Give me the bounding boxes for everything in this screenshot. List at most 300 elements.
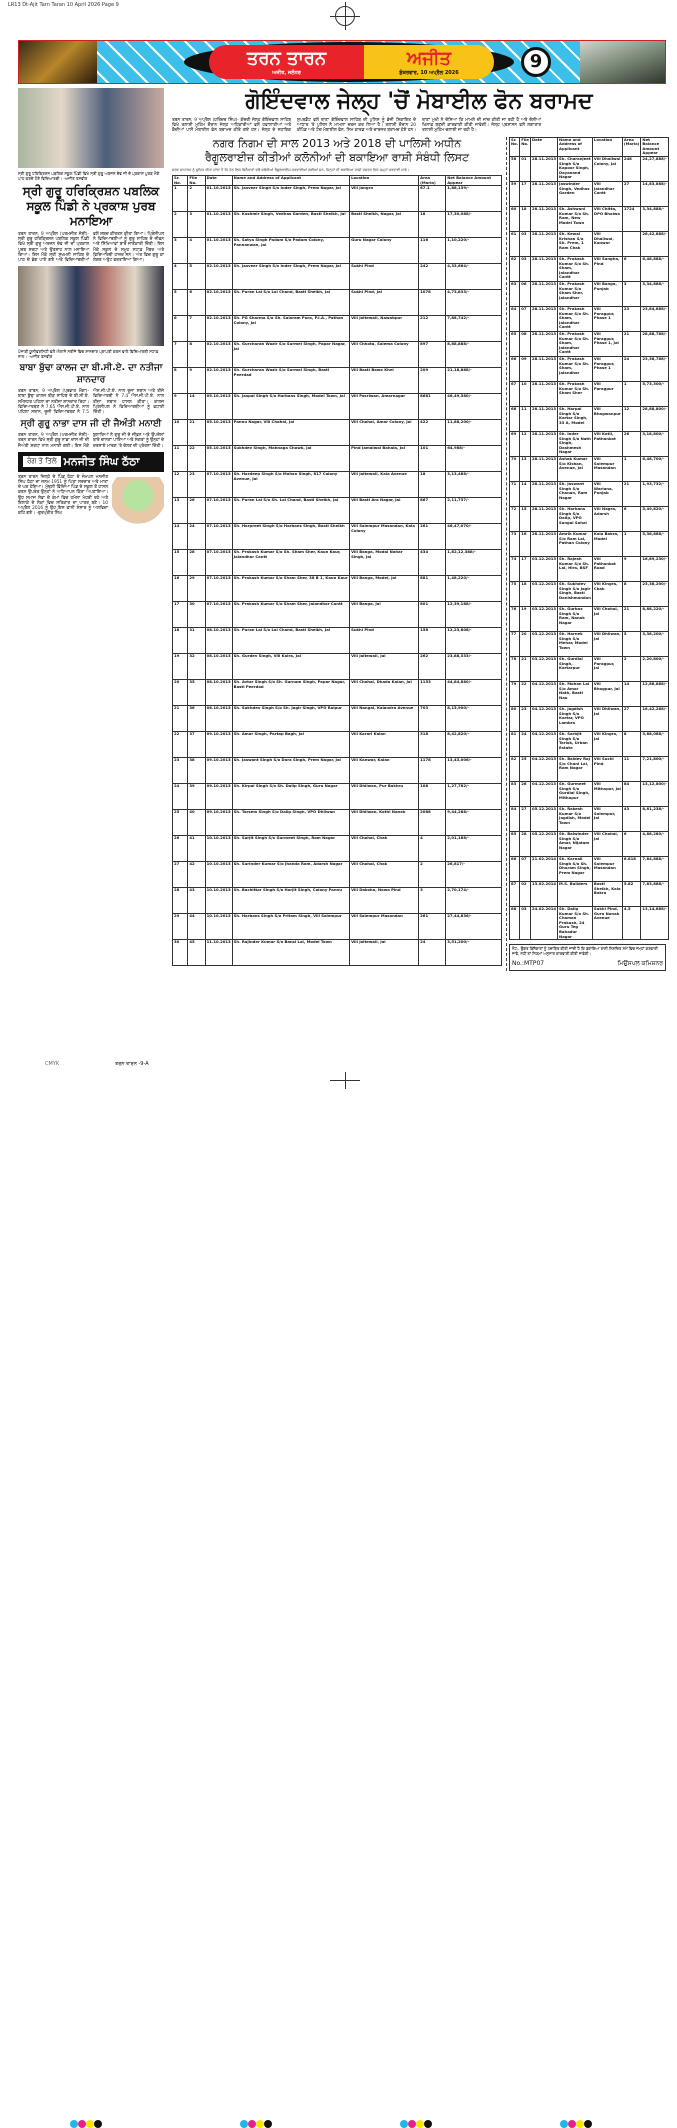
table-cell: Vill Dhaliwal Colony, Jal <box>592 156 622 181</box>
table-row <box>510 156 669 181</box>
cyan-dot <box>240 2120 248 2128</box>
table-cell: Vill Dhilwan, Pur Bakhru <box>350 784 419 810</box>
table-cell: Sh. Hardeep Singh S/o Mohan Singh, 817 Colony Avenue, Jal <box>232 472 349 498</box>
table-cell: 07.10.2013 <box>205 498 232 524</box>
table-cell: Vill Kingra, Chak <box>592 581 622 606</box>
column-header: Location <box>350 176 419 186</box>
table-cell: 3 <box>188 212 205 238</box>
table-cell: 58 <box>510 156 520 181</box>
table-cell: Sh. Harbans Singh S/o Dalip, VPO Sangal Sohal <box>558 506 593 531</box>
column-author: ਮਨਜੀਤ ਸਿੰਘ ਠੱਠਾ <box>63 455 140 469</box>
table-cell: 5 <box>622 631 641 656</box>
column-banner <box>18 452 164 472</box>
notice-intro: ਸਰਵ ਸਾਧਾਰਨ ਨੂੰ ਸੂਚਿਤ ਕੀਤਾ ਜਾਂਦਾ ਹੈ ਕਿ ਹੇਠ ਲਿਖੇ ਬਿਨੈਕਾਰਾਂ ਵਲੋਂ ਕਲੋਨੀਆਂ ਰੈਗੂਲਰਾਈਜ਼ ਕਰਵਾਈਆਂ ਗਈਆਂ ਸਨ, ਜਿਨ੍ਹਾਂ ਦੀ ਬਕਾਇਆ ਰਾਸ਼ੀ ਦਫ਼ਤਰ ਵਿਖੇ ਜਮ੍ਹਾਂ ਕਰਵਾਈ ਜਾਵੇ। <box>172 167 410 172</box>
table-cell: 14 <box>622 681 641 706</box>
table-cell: Vill Bhogpur, Jal <box>592 681 622 706</box>
masthead <box>18 40 666 84</box>
table-cell: 02 <box>520 881 531 906</box>
column-tag: ਰੰਗ ਤੇ ਤਿਲੇ <box>23 456 61 467</box>
table-row <box>510 831 669 856</box>
table-cell: 13 <box>173 498 188 524</box>
table-cell: Vill Salempur Masandan <box>592 456 622 481</box>
table-cell: 6 <box>173 316 188 342</box>
main-headline: ਗੋਇੰਦਵਾਲ ਜੇਲ੍ਹ 'ਚੋਂ ਮੋਬਾਈਲ ਫੋਨ ਬਰਾਮਦ <box>245 89 593 114</box>
table-cell: 16,89,230/- <box>641 556 668 581</box>
table-cell: 21 <box>173 706 188 732</box>
table-cell: 64 <box>510 306 520 331</box>
table-cell: 39 <box>188 784 205 810</box>
table-cell: 08.10.2013 <box>205 654 232 680</box>
table-cell: Sh. Harpreet Singh S/o Harbans Singh, Basti Sheikh <box>232 524 349 550</box>
table-row <box>173 290 502 316</box>
table-cell: 05.10.2013 <box>205 420 232 446</box>
table-cell: 24.02.2014 <box>531 906 558 939</box>
column-header: Area (Marla) <box>419 176 446 186</box>
table-cell: 69 <box>510 431 520 456</box>
table-cell: 261 <box>419 524 446 550</box>
cmyk-label: CMYK <box>45 1061 60 1067</box>
table-cell: 62 <box>510 256 520 281</box>
table-cell: 05.10.2013 <box>205 394 232 420</box>
table-cell: 9 <box>188 368 205 394</box>
table-cell: 116 <box>419 238 446 264</box>
table-row <box>173 628 502 654</box>
table-cell: 30 <box>188 602 205 628</box>
table-cell <box>622 231 641 256</box>
table-cell: 5,36,888/- <box>641 531 668 556</box>
table-cell: 18 <box>419 472 446 498</box>
table-row <box>510 781 669 806</box>
table-cell: Vill Salempur Masandan <box>350 914 419 940</box>
table-cell: 9 <box>173 394 188 420</box>
table-cell: Vill Chohal, Jal <box>592 606 622 631</box>
table-cell: 3,18,800/- <box>641 431 668 456</box>
table-row <box>173 836 502 862</box>
table-cell: 18 <box>520 581 531 606</box>
story-author-text: ਤਰਨ ਤਾਰਨ ਜ਼ਿਲ੍ਹੇ ਦੇ ਪਿੰਡ ਠੱਠਾ ਦੇ ਜੰਮਪਲ ਮਨਜੀਤ ਸਿੰਘ ਠੱਠਾ ਦਾ ਜਨਮ 1951 ਨੂੰ ਪਿਤਾ ਸਰਦਾਰ ਅਤੇ ਮਾਤਾ ਦੇ ਘਰ ਹੋਇਆ। ਮੁੱਢਲੀ ਵਿੱਦਿਆ ਪਿੰਡ ਦੇ ਸਕੂਲ ਤੋਂ ਹਾਸਲ ਕਰਨ ਉਪਰੰਤ ਉਨ੍ਹਾਂ ਨੇ ਅਧਿਆਪਨ ਕਿੱਤਾ ਅਪਣਾਇਆ। ਉਹ ਸਮਾਜ ਸੇਵਾ ਦੇ ਕੰਮਾਂ ਵਿਚ ਹਮੇਸ਼ਾ ਮੋਹਰੀ ਰਹੇ ਅਤੇ ਇਲਾਕੇ ਦੇ ਲੋਕਾਂ ਵਿਚ ਸਤਿਕਾਰ ਦਾ ਪਾਤਰ ਬਣੇ। 10 ਅਪ੍ਰੈਲ 2016 ਨੂੰ ਉਹ ਇਸ ਫਾਨੀ ਸੰਸਾਰ ਨੂੰ ਅਲਵਿਦਾ ਕਹਿ ਗਏ। <box>18 474 108 517</box>
table-cell: 8,88,220/- <box>641 606 668 631</box>
table-cell: Sh. Prakash Kumar S/o Sham Sher, 38 B 1, Kaun Kaur <box>232 576 349 602</box>
table-cell: 4,33,664/- <box>446 264 502 290</box>
table-row <box>173 394 502 420</box>
table-cell: Sukhi Pind, Guru Nanak Avenue <box>592 906 622 939</box>
table-cell: 07.10.2013 <box>205 602 232 628</box>
table-cell: Vill Chitta, DPO Bhalwa <box>592 206 622 231</box>
table-cell: Vill Paragpur, Phase 1 <box>592 356 622 381</box>
table-row <box>510 306 669 331</box>
table-row <box>173 602 502 628</box>
table-cell: Sukhi Pind <box>350 264 419 290</box>
college-students-photo <box>18 266 164 346</box>
table-cell: Sh. Tarsem Singh S/o Dalip Singh, VPO Dhilwan <box>232 810 349 836</box>
table-row <box>173 680 502 706</box>
table-cell: Vill Basti Bawa Khel <box>350 368 419 394</box>
table-cell: Sh. Gurbax Singh S/o Ram, Nanak Nagar <box>558 606 593 631</box>
table-cell: 209 <box>419 368 446 394</box>
table-cell: Sh. Sukhdev Singh S/o Sh. Jagir Singh, VPO Raipur <box>232 706 349 732</box>
table-cell: 01.10.2013 <box>205 238 232 264</box>
table-row <box>173 784 502 810</box>
table-cell: 38 <box>188 758 205 784</box>
table-cell: 10.10.2013 <box>205 836 232 862</box>
table-cell: 85 <box>510 831 520 856</box>
table-cell: Sh. Gurdial Singh, Kartarpur <box>558 656 593 681</box>
headline-jayanti: ਸ੍ਰੀ ਗੁਰੂ ਨਾਭਾ ਦਾਸ ਜੀ ਦੀ ਜੈਅੰਤੀ ਮਨਾਈ <box>20 419 162 430</box>
table-cell: Sukhi Pind <box>350 628 419 654</box>
table-cell: 11 <box>173 446 188 472</box>
table-cell: 9,44,288/- <box>446 810 502 836</box>
table-cell: M.S. Builders <box>558 881 593 906</box>
table-cell: Sh. Rajinder Kumar S/o Bansi Lal, Model Town <box>232 940 349 966</box>
table-cell: 67 <box>510 381 520 406</box>
table-cell: 86 <box>510 856 520 881</box>
table-cell: 03.12.2013 <box>531 606 558 631</box>
table-row <box>510 906 669 939</box>
table-cell: Vill Paragpur, Jal <box>592 656 622 681</box>
column-header: Date <box>531 137 558 156</box>
table-cell: 867 <box>419 498 446 524</box>
table-header-row <box>510 137 669 156</box>
table-cell: Sh. Dalip Kumar S/o Sh. Chaman Prakash, 24 Guru Teg Bahadur Nagar <box>558 906 593 939</box>
table-cell: Sh. Gurdev Singh, Vill Kalra, Jal <box>232 654 349 680</box>
table-cell: 21.02.2014 <box>531 856 558 881</box>
column-header: Name and Address of Applicant <box>232 176 349 186</box>
table-row <box>173 420 502 446</box>
table-cell: 05.12.2013 <box>531 831 558 856</box>
table-row <box>510 606 669 631</box>
table-cell: 16 <box>520 531 531 556</box>
column-header: Name and Address of Applicant <box>558 137 593 156</box>
table-cell: 26 <box>173 836 188 862</box>
masthead-photo-right <box>580 41 665 83</box>
table-cell: Sh. Surjit Singh S/o Gurmeet Singh, Ram Nagar <box>232 836 349 862</box>
table-cell: 01.10.2013 <box>205 212 232 238</box>
table-cell: 7,83,888/- <box>641 881 668 906</box>
table-cell: 68 <box>510 406 520 431</box>
table-cell: Pind Jamalwal Bahala, Jal <box>350 446 419 472</box>
table-cell: Sh. Karnail Singh S/o Sh. Dharam Singh, Prem Nagar <box>558 856 593 881</box>
table-cell: 27 <box>622 706 641 731</box>
table-cell: 262 <box>419 654 446 680</box>
table-cell: 3,13,488/- <box>446 472 502 498</box>
table-row <box>510 506 669 531</box>
table-cell: Vill Jalandhar Cantt <box>592 181 622 206</box>
table-cell: Sh. Prakash Kumar S/o Sh. Sham, Jalandhar Cantt <box>558 306 593 331</box>
headline-college: ਬਾਬਾ ਬੁੱਢਾ ਕਾਲਜ ਦਾ ਬੀ.ਸੀ.ਏ. ਦਾ ਨਤੀਜਾ ਸ਼ਾਨਦਾਰ <box>19 363 163 386</box>
table-cell: 42 <box>188 862 205 888</box>
table-cell: Vill Nangal, Kalandra Avenue <box>350 706 419 732</box>
table-cell: 21 <box>520 656 531 681</box>
table-cell: 11 <box>520 406 531 431</box>
table-cell: Vill Nagra, Adarsh <box>592 506 622 531</box>
table-cell: 10 <box>173 420 188 446</box>
table-cell: 21,18,888/- <box>446 368 502 394</box>
table-cell: 8,81,238/- <box>641 806 668 831</box>
table-cell: 9 <box>622 556 641 581</box>
notice-title-line1: ਨਗਰ ਨਿਗਮ ਦੀ ਸਾਲ 2013 ਅਤੇ 2018 ਦੀ ਪਾਲਿਸੀ ਅਧੀਨ <box>212 136 462 150</box>
magenta-dot <box>568 2120 576 2128</box>
table-cell: Sh. Harnek Singh S/o Mehar, Model Town <box>558 631 593 656</box>
table-cell: Sh. Puran Lal S/o Lal Chand, Basti Sheikh, Jal <box>232 290 349 316</box>
table-cell: Sh. Rakesh Kumar S/o Jagdish, Model Town <box>558 806 593 831</box>
table-cell: 14 <box>188 394 205 420</box>
table-cell: Sh. Kashmir Singh, Vedhas Garden, Basti Sheikh, Jal <box>232 212 349 238</box>
table-cell: 23 <box>520 706 531 731</box>
table-cell: 4,88,280/- <box>641 831 668 856</box>
table-cell: 67.1 <box>419 186 446 212</box>
table-cell: 05.12.2013 <box>531 806 558 831</box>
table-row <box>510 556 669 581</box>
table-cell: Sh. Surinder Kumar S/o Jhanda Ram, Adarsh Nagar <box>232 862 349 888</box>
table-cell: 158 <box>419 628 446 654</box>
table-cell: 8681 <box>419 394 446 420</box>
table-cell: 27,44,836/- <box>446 914 502 940</box>
table-cell: 4 <box>173 264 188 290</box>
table-cell: Vill Chohal, Chak <box>350 836 419 862</box>
table-cell: 318 <box>419 732 446 758</box>
table-cell: 1 <box>622 381 641 406</box>
table-cell: 72 <box>510 506 520 531</box>
table-row <box>173 914 502 940</box>
table-cell: Sh. PG Sharma S/o Sh. Salaram Pura, P.I.A., Pathan Colony, Jal <box>232 316 349 342</box>
table-cell: Basti Sheikh, Kala Bakra <box>592 881 622 906</box>
table-cell: 15 <box>173 550 188 576</box>
table-cell: 881 <box>419 576 446 602</box>
table-row <box>510 356 669 381</box>
table-cell: 5,49,820/- <box>641 506 668 531</box>
table-cell: 22 <box>188 446 205 472</box>
table-cell: 28.11.2013 <box>531 181 558 206</box>
table-cell: 1153 <box>419 680 446 706</box>
magenta-dot <box>248 2120 256 2128</box>
table-cell: 04.12.2013 <box>531 681 558 706</box>
table-cell: 3,34,888/- <box>641 281 668 306</box>
column-header: Sr. No. <box>173 176 188 186</box>
table-cell: 03.12.2013 <box>531 581 558 606</box>
photo-caption-2 <box>18 349 164 359</box>
table-cell: Sh. Prakash Kumar S/o Sham Sher, Jalandhar <box>558 281 593 306</box>
table-row <box>510 756 669 781</box>
table-cell: Sh. Puran Lal S/o Lal Chand, Basti Sheikh, Jal <box>232 628 349 654</box>
table-cell: Vill Kotli, Pathankot <box>592 431 622 456</box>
reference-number: No.:MTP07 <box>512 960 545 968</box>
table-cell: 09.10.2013 <box>205 784 232 810</box>
table-cell: 5,73,300/- <box>641 381 668 406</box>
column-header: File No. <box>520 137 531 156</box>
table-row <box>173 498 502 524</box>
table-cell: 28.11.2013 <box>531 481 558 506</box>
notice-title-line2: ਰੈਗੂਲਰਾਈਜ਼ ਕੀਤੀਆਂ ਕਲੋਨੀਆਂ ਦੀ ਬਕਾਇਆ ਰਾਸ਼ੀ ਸੰਬੰਧੀ ਲਿਸਟ <box>204 150 470 164</box>
table-cell: 12,88,888/- <box>641 681 668 706</box>
table-cell: 73 <box>510 531 520 556</box>
table-cell: 21 <box>622 481 641 506</box>
table-cell: 2 <box>419 862 446 888</box>
table-cell: 6,48,888/- <box>641 256 668 281</box>
table-cell: Vill Salempur, Jal <box>592 806 622 831</box>
table-cell: 28.11.2013 <box>531 356 558 381</box>
table-cell: 22 <box>520 681 531 706</box>
table-cell: 26,817/- <box>446 862 502 888</box>
table-cell: 19 <box>520 606 531 631</box>
masthead-title-left-text: ਤਰਨ ਤਾਰਨ <box>246 47 327 69</box>
table-row <box>173 940 502 966</box>
table-cell: 09.10.2013 <box>205 732 232 758</box>
table-cell: 28,88,788/- <box>641 331 668 356</box>
table-cell: Sh. Amar Singh, Partap Bagh, Jal <box>232 732 349 758</box>
table-cell: 703 <box>419 706 446 732</box>
table-cell: 81 <box>510 731 520 756</box>
table-cell: 28.11.2013 <box>531 531 558 556</box>
table-cell: 7,88,742/- <box>446 316 502 342</box>
table-cell: Kala Bakra, Model <box>592 531 622 556</box>
table-cell: 28.11.2013 <box>531 406 558 431</box>
school-event-photo <box>18 88 164 168</box>
table-cell: 23,88,333/- <box>446 654 502 680</box>
table-cell: Vill Wariana, Punjab <box>592 481 622 506</box>
table-row <box>510 706 669 731</box>
table-cell: 897 <box>419 342 446 368</box>
table-cell: 5.82 <box>622 881 641 906</box>
table-cell: 75 <box>510 581 520 606</box>
table-cell: 13,43,006/- <box>446 758 502 784</box>
table-cell: 61 <box>510 231 520 256</box>
table-cell: 24 <box>419 940 446 966</box>
column-header: File No. <box>188 176 205 186</box>
table-cell: 64,988/- <box>446 446 502 472</box>
table-cell: 31 <box>188 628 205 654</box>
table-cell: 8 <box>173 368 188 394</box>
main-area <box>172 88 666 971</box>
main-story-body: ਤਰਨ ਤਾਰਨ, 9 ਅਪ੍ਰੈਲ (ਹਰਿੰਦਰ ਸਿੰਘ)- ਕੇਂਦਰੀ ਜੇਲ੍ਹ ਗੋਇੰਦਵਾਲ ਸਾਹਿਬ ਵਿਖੇ ਤਲਾਸ਼ੀ ਮੁਹਿੰਮ ਦੌਰਾਨ ਜੇਲ੍ਹ ਅਧਿਕਾਰੀਆਂ ਵਲੋਂ ਹਵਾਲਾਤੀਆਂ ਅਤੇ ਕੈਦੀਆਂ ਪਾਸੋਂ ਮੋਬਾਈਲ ਫੋਨ ਬਰਾਮਦ ਕੀਤੇ ਗਏ ਹਨ। ਜੇਲ੍ਹ ਦੇ ਸਹਾਇਕ ਸੁਪਰਡੈਂਟ ਵਲੋਂ ਥਾਣਾ ਗੋਇੰਦਵਾਲ ਸਾਹਿਬ ਦੀ ਪੁਲਿਸ ਨੂੰ ਭੇਜੀ ਸ਼ਿਕਾਇਤ ਦੇ ਆਧਾਰ 'ਤੇ ਪੁਲਿਸ ਨੇ ਮਾਮਲਾ ਦਰਜ ਕਰ ਲਿਆ ਹੈ। ਤਲਾਸ਼ੀ ਦੌਰਾਨ 20 ਕੀਪੈਡ ਅਤੇ ਟੱਚ ਮੋਬਾਈਲ ਫੋਨ, ਸਿਮ ਕਾਰਡ ਅਤੇ ਚਾਰਜਰ ਬਰਾਮਦ ਹੋਏ ਹਨ। ਥਾਣਾ ਮੁਖੀ ਨੇ ਦੱਸਿਆ ਕਿ ਮਾਮਲੇ ਦੀ ਜਾਂਚ ਕੀਤੀ ਜਾ ਰਹੀ ਹੈ ਅਤੇ ਦੋਸ਼ੀਆਂ ਖ਼ਿਲਾਫ਼ ਬਣਦੀ ਕਾਰਵਾਈ ਕੀਤੀ ਜਾਵੇਗੀ। ਜੇਲ੍ਹ ਪ੍ਰਸ਼ਾਸਨ ਵਲੋਂ ਲਗਾਤਾਰ ਤਲਾਸ਼ੀ ਮੁਹਿੰਮ ਚਲਾਈ ਜਾ ਰਹੀ ਹੈ। <box>172 118 541 134</box>
table-cell: 11,88,200/- <box>446 420 502 446</box>
table-cell: 76 <box>510 606 520 631</box>
cyan-dot <box>560 2120 568 2128</box>
table-row <box>510 431 669 456</box>
table-row <box>173 368 502 394</box>
table-cell: 29 <box>188 576 205 602</box>
table-cell: 4,73,833/- <box>446 290 502 316</box>
table-cell: 18 <box>419 212 446 238</box>
table-row <box>510 681 669 706</box>
cyan-dot <box>70 2120 78 2128</box>
table-row <box>510 331 669 356</box>
table-row <box>510 731 669 756</box>
table-cell: 17 <box>520 556 531 581</box>
table-row <box>510 456 669 481</box>
table-cell: Vill Chohal, Amar Colony, Jal <box>350 420 419 446</box>
table-cell: 07.10.2013 <box>205 524 232 550</box>
table-row <box>173 888 502 914</box>
column-header: Area (Marla) <box>622 137 641 156</box>
color-bar <box>0 1058 677 1072</box>
table-cell: 10 <box>520 381 531 406</box>
table-cell: 2 <box>188 186 205 212</box>
table-row <box>173 212 502 238</box>
table-cell: 13 <box>520 456 531 481</box>
table-cell: 7 <box>173 342 188 368</box>
table-cell: 23 <box>173 758 188 784</box>
headline-school: ਸ੍ਰੀ ਗੁਰੂ ਹਰਿਕ੍ਰਿਸ਼ਨ ਪਬਲਿਕ ਸਕੂਲ ਪਿੰਡੀ ਨੇ ਪ੍ਰਕਾਸ਼ ਪੁਰਬ ਮਨਾਇਆ <box>22 184 160 228</box>
table-row <box>510 856 669 881</box>
table-cell: 88 <box>510 906 520 939</box>
table-cell: 80 <box>510 706 520 731</box>
table-cell: 6 <box>622 256 641 281</box>
table-cell: Sh. Satya Singh Padam S/o Padam Colony, Pannanwan, Jal <box>232 238 349 264</box>
table-row <box>173 446 502 472</box>
table-cell: Vill Jaitewali, Jal <box>350 654 419 680</box>
issue-date: ਸ਼ੁੱਕਰਵਾਰ, 10 ਅਪ੍ਰੈਲ 2026 <box>399 69 459 76</box>
table-cell: Vill Chohal, Chak <box>350 862 419 888</box>
table-cell: 3 <box>622 281 641 306</box>
column-header: Location <box>592 137 622 156</box>
table-row <box>510 881 669 906</box>
notice-right <box>506 137 666 972</box>
table-row <box>510 181 669 206</box>
table-cell: 6 <box>622 506 641 531</box>
table-row <box>510 206 669 231</box>
table-cell: Sh. Charanjeet Singh S/o Kapoor Singh, Dayanand Nagar <box>558 156 593 181</box>
table-cell: Vill Chhota, Salema Colony <box>350 342 419 368</box>
table-cell: 44,84,880/- <box>446 680 502 706</box>
table-cell: 02.10.2013 <box>205 368 232 394</box>
table-cell: Sh. Jaspal Singh S/o Harbans Singh, Model Town, Jal <box>232 394 349 420</box>
table-cell: 3,88,088/- <box>641 731 668 756</box>
table-cell: 09.10.2013 <box>205 758 232 784</box>
table-cell: 23,38,788/- <box>641 356 668 381</box>
table-cell: 2 <box>622 656 641 681</box>
notice-left <box>172 137 502 967</box>
table-cell: 41 <box>188 836 205 862</box>
table-row <box>510 531 669 556</box>
yellow-dot <box>86 2120 94 2128</box>
table-cell: 12 <box>520 431 531 456</box>
table-cell: 46,49,380/- <box>446 394 502 420</box>
table-cell: 24 <box>622 356 641 381</box>
table-cell: 28.11.2013 <box>531 256 558 281</box>
table-cell: 63 <box>510 281 520 306</box>
table-cell: 21 <box>188 420 205 446</box>
table-cell: 3 <box>173 238 188 264</box>
table-cell: 07.10.2013 <box>205 472 232 498</box>
table-row <box>173 238 502 264</box>
black-dot <box>424 2120 432 2128</box>
table-cell: 44 <box>188 914 205 940</box>
table-cell: Vill Jaitewali, Nawabpur <box>350 316 419 342</box>
table-cell: 7,84,888/- <box>641 856 668 881</box>
table-cell: 24 <box>173 784 188 810</box>
table-cell: 74 <box>510 556 520 581</box>
table-cell: 36 <box>188 706 205 732</box>
table-cell: 26,42,888/- <box>641 231 668 256</box>
table-cell: Sh. Gurmeet Singh S/o Gurdial Singh, Mithapur <box>558 781 593 806</box>
table-row <box>173 706 502 732</box>
table-cell: 84 <box>622 781 641 806</box>
table-cell: 6,48,700/- <box>641 456 668 481</box>
table-cell: 82 <box>510 756 520 781</box>
table-cell: Vill Banga, Jal <box>350 602 419 628</box>
table-cell: Jaswinder Singh, Vedhas Garden <box>558 181 593 206</box>
table-cell: 8,15,900/- <box>446 706 502 732</box>
table-cell: 18 <box>520 206 531 231</box>
table-cell: 18,42,288/- <box>641 706 668 731</box>
table-cell: 43 <box>622 806 641 831</box>
table-cell: 26 <box>622 431 641 456</box>
table-cell: 242 <box>419 264 446 290</box>
table-cell: 10.10.2013 <box>205 888 232 914</box>
page-slug: ਤਰਨ ਤਾਰਨ -9-A <box>115 1061 149 1067</box>
story-school: ਤਰਨ ਤਾਰਨ, 9 ਅਪ੍ਰੈਲ (ਪਰਮਜੀਤ ਜੋਸ਼ੀ)- ਸ੍ਰੀ ਗੁਰੂ ਹਰਿਕ੍ਰਿਸ਼ਨ ਪਬਲਿਕ ਸਕੂਲ ਪਿੰਡੀ ਵਿਖੇ ਸ੍ਰੀ ਗੁਰੂ ਅਰਜਨ ਦੇਵ ਜੀ ਦਾ ਪ੍ਰਕਾਸ਼ ਪੁਰਬ ਸ਼ਰਧਾ ਅਤੇ ਉਤਸ਼ਾਹ ਨਾਲ ਮਨਾਇਆ ਗਿਆ। ਇਸ ਮੌਕੇ ਸ੍ਰੀ ਸੁਖਮਨੀ ਸਾਹਿਬ ਦੇ ਪਾਠ ਦੇ ਭੋਗ ਪਾਏ ਗਏ ਅਤੇ ਵਿਦਿਆਰਥੀਆਂ ਵਲੋਂ ਸ਼ਬਦ ਕੀਰਤਨ ਕੀਤਾ ਗਿਆ। ਪ੍ਰਿੰਸੀਪਲ ਨੇ ਵਿਦਿਆਰਥੀਆਂ ਨੂੰ ਗੁਰੂ ਸਾਹਿਬ ਦੇ ਜੀਵਨ ਅਤੇ ਸਿੱਖਿਆਵਾਂ ਬਾਰੇ ਜਾਣਕਾਰੀ ਦਿੱਤੀ। ਇਸ ਮੌਕੇ ਸਕੂਲ ਦੇ ਸਮੂਹ ਸਟਾਫ਼ ਮੈਂਬਰ ਅਤੇ ਵਿਦਿਆਰਥੀ ਹਾਜ਼ਰ ਸਨ। ਅੰਤ ਵਿਚ ਗੁਰੂ ਕਾ ਲੰਗਰ ਅਤੁੱਟ ਵਰਤਾਇਆ ਗਿਆ। <box>18 232 164 264</box>
table-cell: 28,88,800/- <box>641 406 668 431</box>
